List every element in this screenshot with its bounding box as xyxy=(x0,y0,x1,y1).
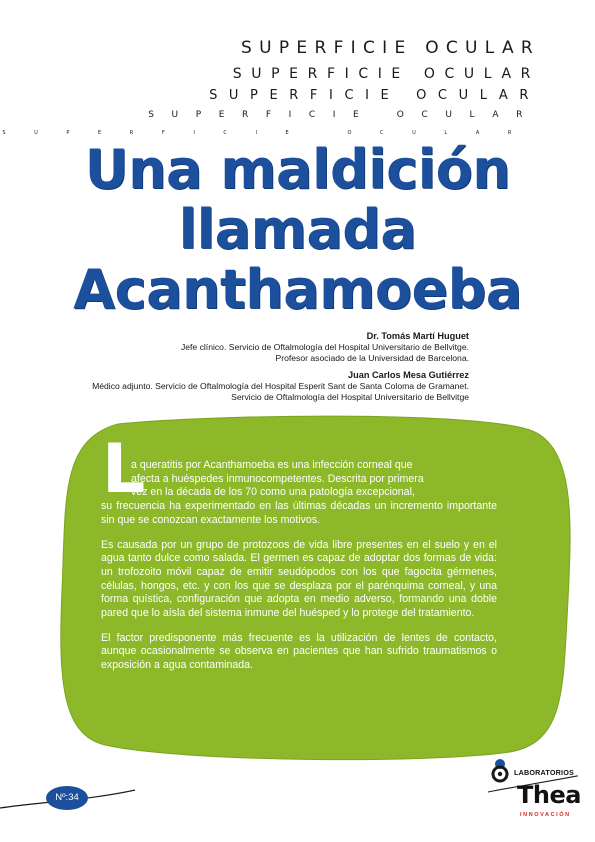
author-2-affiliation-1: Médico adjunto. Servicio de Oftalmología del Hospital Esperit Sant de Santa Coloma de Gramanet. xyxy=(92,381,469,391)
logo-subtitle-text: INNOVACIÓN xyxy=(520,812,571,818)
author-1-affiliation-2: Profesor asociado de la Universidad de Barcelona. xyxy=(275,353,469,363)
article-body xyxy=(101,459,497,684)
logo-lab-text: LABORATORIOS xyxy=(514,768,575,777)
laboratorios-thea-logo xyxy=(488,752,581,832)
author-1-name: Dr. Tomás Martí Huguet xyxy=(366,331,469,341)
title-line-3: Acanthamoeba xyxy=(73,258,522,321)
drop-cap: L xyxy=(102,430,146,509)
paragraph-1-line-2: afecta a huéspedes inmunocompetentes. Descrita por primera xyxy=(131,472,424,485)
paragraph-1-line-1: a queratitis por Acanthamoeba es una infección corneal que xyxy=(131,459,413,471)
section-kicker-4: SUPERFICIE OCULAR xyxy=(148,110,540,120)
title-line-1: Una maldición xyxy=(84,138,511,201)
paragraph-1 xyxy=(101,459,497,528)
author-2-name: Juan Carlos Mesa Gutiérrez xyxy=(347,370,469,380)
page-number-badge: Nº:34 xyxy=(46,786,88,810)
paragraph-3: El factor predisponente más frecuente es la utilización de lentes de contacto, aunque ocasionalmente se observa en pacientes que han sufrido traumatismos o exposición a agua contaminada. xyxy=(101,631,497,672)
paragraph-2: Es causada por un grupo de protozoos de vida libre presentes en el suelo y en el agua tanto dulce como salada. El germen es capaz de adoptar dos formas de vida: un trofozoito móvil capaz de emitir seudópodos con los que fagocita gérmenes, células, hongos, etc. y con los que se desplaza por el parénquima corneal, y una forma quística, configuración que adopta en medio adverso, formando una doble pared que lo aísla del sistema inmune del huésped y lo protege del tratamiento. xyxy=(101,538,497,620)
paragraph-1-line-3: vez en la década de los 70 como una patología excepcional, xyxy=(131,486,415,499)
section-kicker-5: SUPERFICIE OCULAR xyxy=(2,130,540,136)
title-line-2: llamada xyxy=(178,198,417,261)
author-2-affiliation-2: Servicio de Oftalmología del Hospital Universitario de Bellvitge xyxy=(231,392,469,402)
section-kicker-2: SUPERFICIE OCULAR xyxy=(232,66,540,82)
section-kicker-1: SUPERFICIE OCULAR xyxy=(241,38,540,58)
author-1-affiliation-1: Jefe clínico. Servicio de Oftalmología del Hospital Universitario de Bellvitge. xyxy=(180,342,469,352)
logo-name-text: Thea xyxy=(517,781,581,809)
section-kicker-3: SUPERFICIE OCULAR xyxy=(209,88,540,103)
paragraph-1-rest: su frecuencia ha experimentado en las últimas décadas un incremento importante sin que se conozcan exactamente los motivos. xyxy=(101,500,497,526)
